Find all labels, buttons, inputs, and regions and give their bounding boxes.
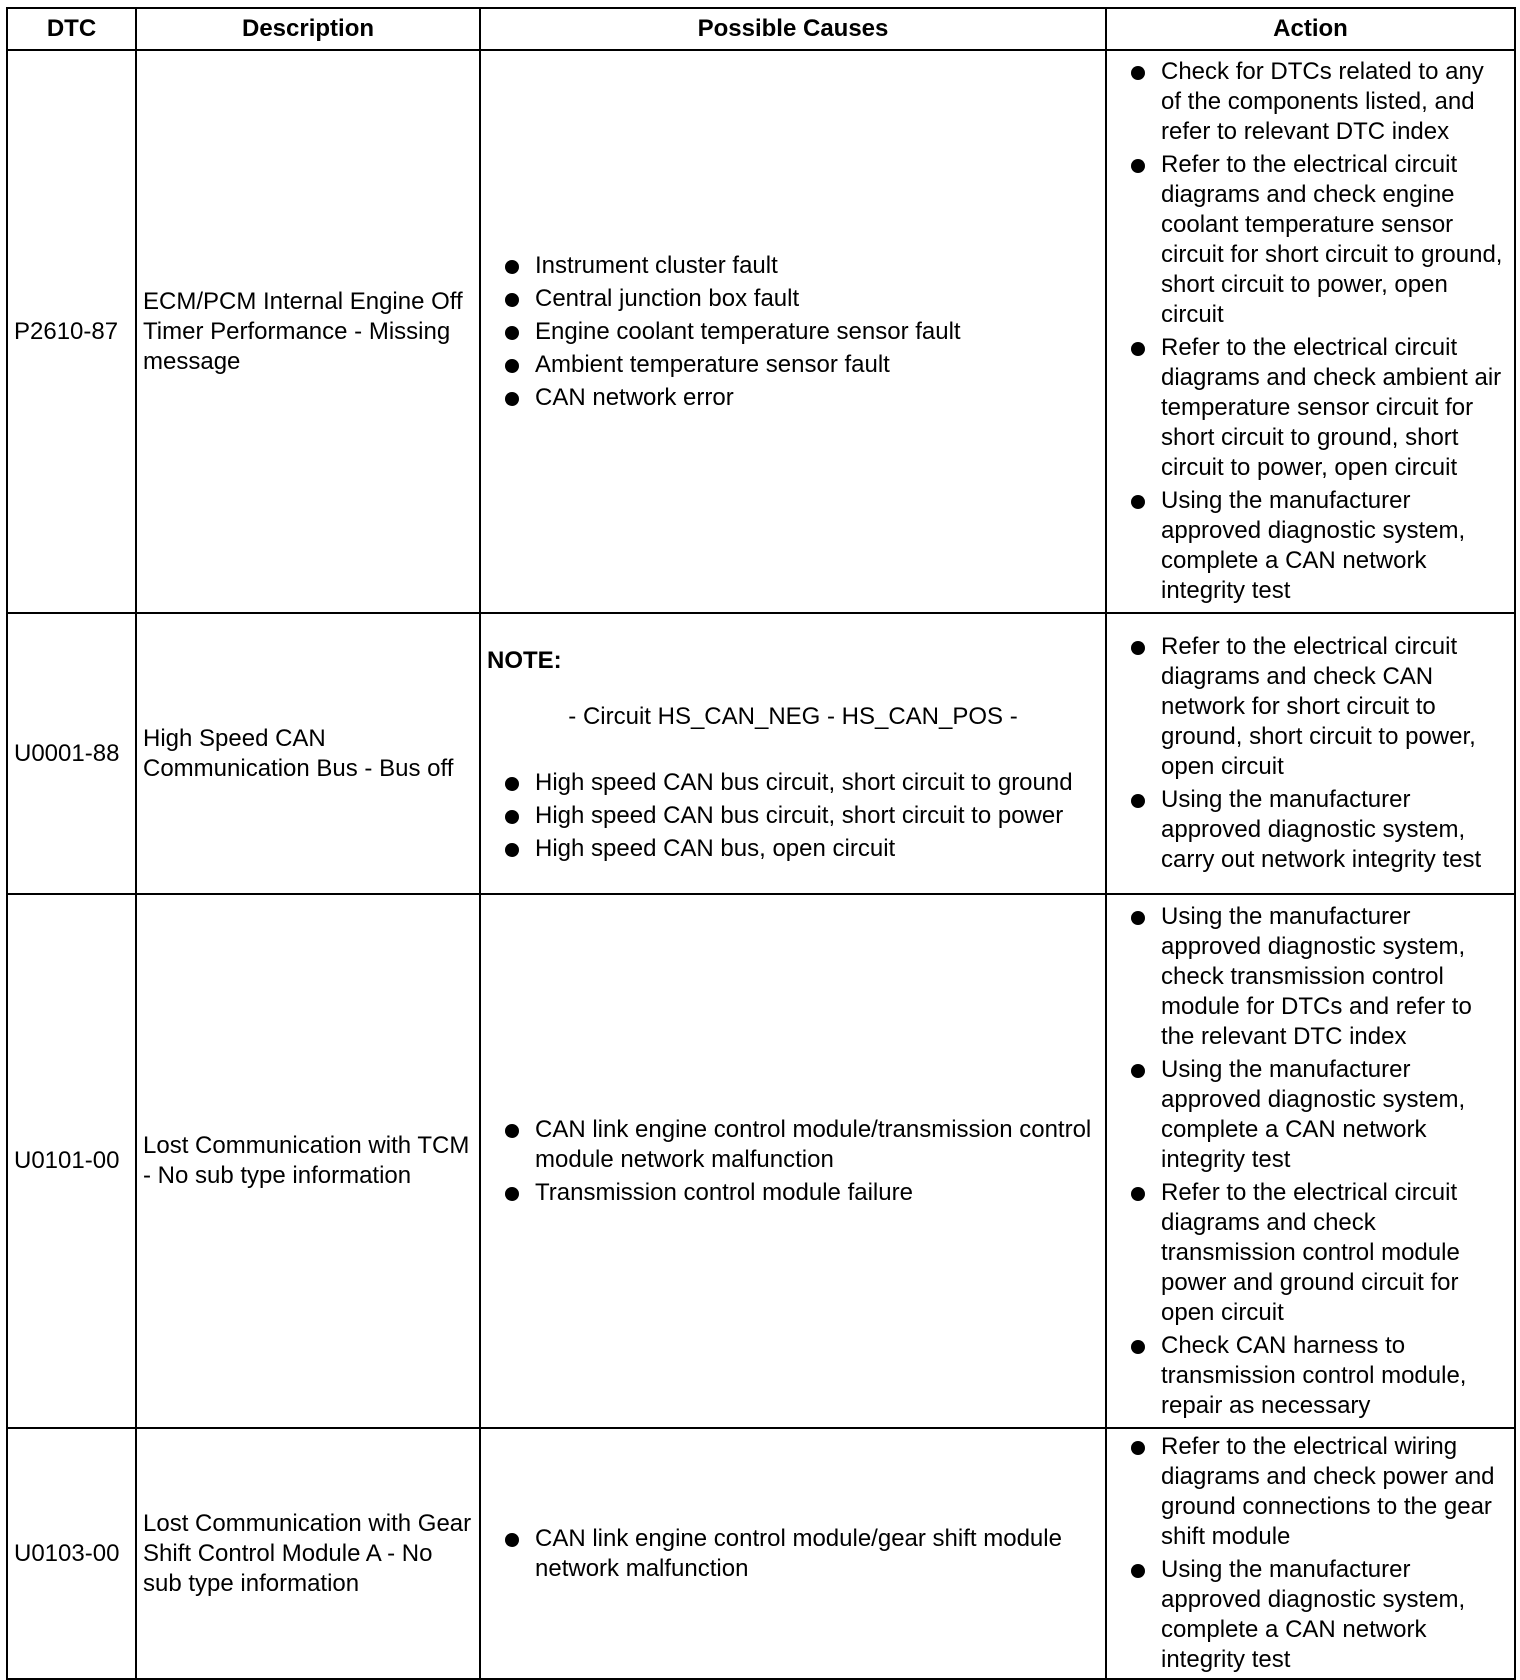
- table-row: [7, 1428, 1515, 1679]
- action-cell: [1106, 1428, 1515, 1679]
- actions-list: [1113, 1432, 1508, 1675]
- note-title: NOTE:: [487, 647, 562, 674]
- possible-causes-cell: [480, 613, 1106, 894]
- header-row: [7, 8, 1515, 50]
- header-description: Description: [136, 8, 480, 50]
- causes-list: [487, 1115, 1099, 1208]
- cause-item: High speed CAN bus circuit, short circuit to power: [487, 801, 1099, 831]
- action-item: Refer to the electrical circuit diagrams and check engine coolant temperature sensor circuit for short circuit to ground, short circuit to power, open circuit: [1113, 150, 1508, 330]
- action-item: Refer to the electrical wiring diagrams and check power and ground connections to the gear shift module: [1113, 1432, 1508, 1552]
- dtc-code: U0101-00: [7, 894, 136, 1428]
- dtc-description: Lost Communication with TCM - No sub type information: [136, 894, 480, 1428]
- action-item: Check CAN harness to transmission control module, repair as necessary: [1113, 1331, 1508, 1421]
- action-item: Using the manufacturer approved diagnostic system, carry out network integrity test: [1113, 785, 1508, 875]
- action-item: Refer to the electrical circuit diagrams and check ambient air temperature sensor circuit for short circuit to ground, short circuit to power, open circuit: [1113, 333, 1508, 483]
- possible-causes-cell: [480, 894, 1106, 1428]
- actions-list: [1113, 632, 1508, 875]
- possible-causes-cell: [480, 1428, 1106, 1679]
- dtc-code: U0103-00: [7, 1428, 136, 1679]
- action-item: Check for DTCs related to any of the components listed, and refer to relevant DTC index: [1113, 57, 1508, 147]
- cause-item: CAN link engine control module/gear shift module network malfunction: [487, 1524, 1099, 1584]
- cause-item: Transmission control module failure: [487, 1178, 1099, 1208]
- causes-list: [487, 768, 1099, 864]
- causes-list: [487, 1524, 1099, 1584]
- cause-item: Engine coolant temperature sensor fault: [487, 317, 1099, 347]
- cause-item: Ambient temperature sensor fault: [487, 350, 1099, 380]
- action-cell: [1106, 613, 1515, 894]
- action-item: Using the manufacturer approved diagnostic system, check transmission control module for DTCs and refer to the relevant DTC index: [1113, 902, 1508, 1052]
- table-row: [7, 894, 1515, 1428]
- actions-list: [1113, 902, 1508, 1421]
- table-row: [7, 613, 1515, 894]
- dtc-description: High Speed CAN Communication Bus - Bus off: [136, 613, 480, 894]
- causes-list: [487, 251, 1099, 413]
- cause-item: Central junction box fault: [487, 284, 1099, 314]
- cause-item: CAN link engine control module/transmission control module network malfunction: [487, 1115, 1099, 1175]
- action-cell: [1106, 894, 1515, 1428]
- cause-item: High speed CAN bus, open circuit: [487, 834, 1099, 864]
- dtc-description: Lost Communication with Gear Shift Control Module A - No sub type information: [136, 1428, 480, 1679]
- action-item: Using the manufacturer approved diagnostic system, complete a CAN network integrity test: [1113, 1555, 1508, 1675]
- possible-causes-cell: [480, 50, 1106, 613]
- actions-list: [1113, 57, 1508, 606]
- action-cell: [1106, 50, 1515, 613]
- cause-item: High speed CAN bus circuit, short circuit to ground: [487, 768, 1099, 798]
- action-item: Refer to the electrical circuit diagrams and check transmission control module power and ground circuit for open circuit: [1113, 1178, 1508, 1328]
- dtc-code: P2610-87: [7, 50, 136, 613]
- table-row: [7, 50, 1515, 613]
- dtc-table: [6, 7, 1516, 1680]
- action-item: Using the manufacturer approved diagnostic system, complete a CAN network integrity test: [1113, 486, 1508, 606]
- cause-item: CAN network error: [487, 383, 1099, 413]
- dtc-code: U0001-88: [7, 613, 136, 894]
- dtc-description: ECM/PCM Internal Engine Off Timer Performance - Missing message: [136, 50, 480, 613]
- header-dtc: DTC: [7, 8, 136, 50]
- header-possible-causes: Possible Causes: [480, 8, 1106, 50]
- action-item: Refer to the electrical circuit diagrams and check CAN network for short circuit to ground, short circuit to power, open circuit: [1113, 632, 1508, 782]
- header-action: Action: [1106, 8, 1515, 50]
- cause-item: Instrument cluster fault: [487, 251, 1099, 281]
- note-circuit: - Circuit HS_CAN_NEG - HS_CAN_POS -: [568, 703, 1018, 730]
- action-item: Using the manufacturer approved diagnostic system, complete a CAN network integrity test: [1113, 1055, 1508, 1175]
